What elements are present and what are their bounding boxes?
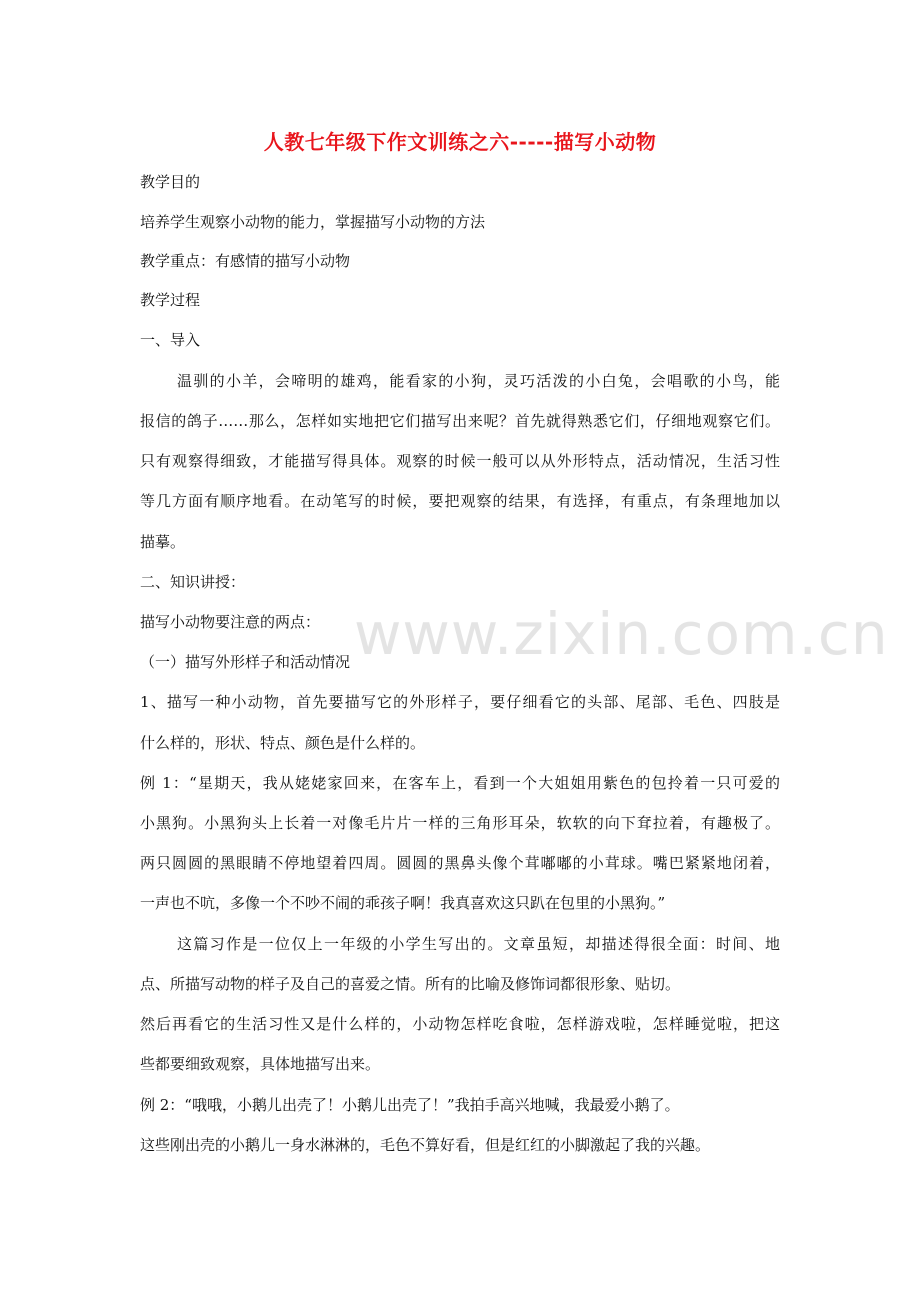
paragraph-line: 报信的鸽子……那么，怎样如实地把它们描写出来呢？首先就得熟悉它们，仔细地观察它们。 [140,412,780,430]
watermark: www.zixin.com.cn [354,600,889,668]
text-line: 教学目的 [140,173,201,191]
paragraph-line: 什么样的，形状、特点、颜色是什么样的。 [140,734,426,752]
text-line: 教学过程 [140,291,201,309]
text-line: 描写小动物要注意的两点： [140,613,321,631]
paragraph-line: 然后再看它的生活习性又是什么样的，小动物怎样吃食啦，怎样游戏啦，怎样睡觉啦，把这 [140,1015,780,1033]
paragraph-line: 只有观察得细致，才能描写得具体。观察的时候一般可以从外形特点，活动情况，生活习性 [140,452,780,470]
paragraph-line: 描摹。 [140,533,186,551]
text-line: （一）描写外形样子和活动情况 [140,653,351,671]
paragraph-line: 1、描写一种小动物，首先要描写它的外形样子，要仔细看它的头部、尾部、毛色、四肢是 [140,693,780,711]
text-line: 二、知识讲授： [140,573,246,591]
paragraph-line: 些都要细致观察，具体地描写出来。 [140,1055,381,1073]
paragraph-line: 温驯的小羊，会啼明的雄鸡，能看家的小狗，灵巧活泼的小白兔，会唱歌的小鸟，能 [177,372,780,390]
example-line: 例 2：“哦哦，小鹅儿出壳了！小鹅儿出壳了！”我拍手高兴地喊，我最爱小鹅了。 [140,1096,680,1114]
document-title: 人教七年级下作文训练之六-----描写小动物 [263,130,657,154]
example-line: 两只圆圆的黑眼睛不停地望着四周。圆圆的黑鼻头像个茸嘟嘟的小茸球。嘴巴紧紧地闭着， [140,854,780,872]
paragraph-line: 点、所描写动物的样子及自己的喜爱之情。所有的比喻及修饰词都很形象、贴切。 [140,975,681,993]
text-line: 教学重点：有感情的描写小动物 [140,252,351,270]
example-line: 这些刚出壳的小鹅儿一身水淋淋的，毛色不算好看，但是红红的小脚激起了我的兴趣。 [140,1136,711,1154]
text-line: 一、导入 [140,331,201,349]
example-line: 小黑狗。小黑狗头上长着一对像毛片片一样的三角形耳朵，软软的向下耷拉着，有趣极了。 [140,814,780,832]
text-line: 培养学生观察小动物的能力，掌握描写小动物的方法 [140,213,486,231]
example-line: 一声也不吭，多像一个不吵不闹的乖孩子啊！我真喜欢这只趴在包里的小黑狗。” [140,894,666,912]
example-line: 例 1：“星期天，我从姥姥家回来，在客车上，看到一个大姐姐用紫色的包拎着一只可爱的 [140,774,780,792]
paragraph-line: 这篇习作是一位仅上一年级的小学生写出的。文章虽短，却描述得很全面：时间、地 [177,935,780,953]
paragraph-line: 等几方面有顺序地看。在动笔写的时候，要把观察的结果，有选择，有重点，有条理地加以 [140,492,780,510]
